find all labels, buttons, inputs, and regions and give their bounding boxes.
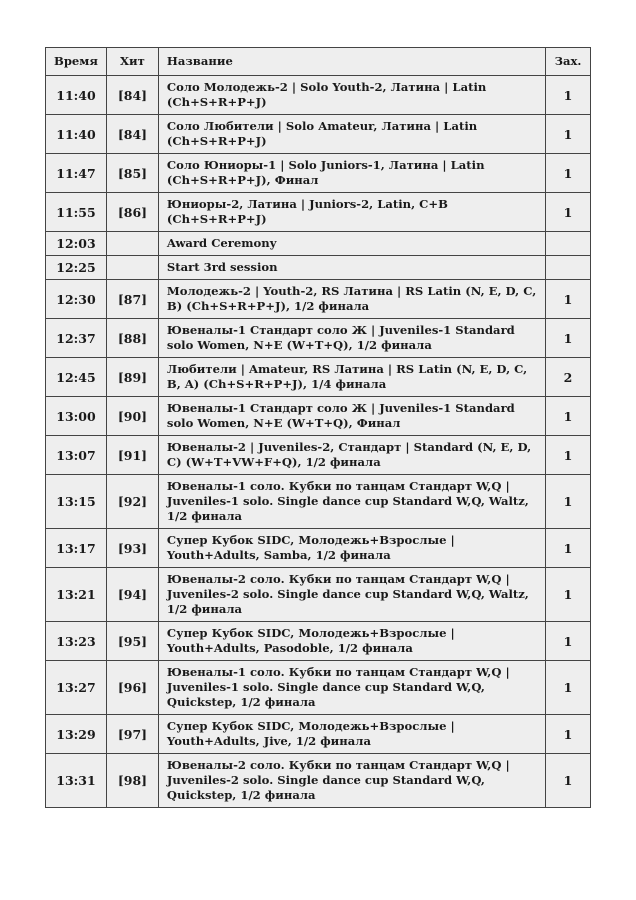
cell-floors (545, 232, 590, 256)
cell-time: 13:23 (46, 622, 107, 661)
cell-time: 12:03 (46, 232, 107, 256)
cell-heat: [87] (106, 280, 158, 319)
cell-floors: 1 (545, 661, 590, 715)
cell-floors: 1 (545, 622, 590, 661)
table-row (46, 397, 591, 436)
cell-time: 11:55 (46, 193, 107, 232)
table-row (46, 622, 591, 661)
cell-name: Соло Молодежь-2 | Solo Youth-2, Латина | Latin (Ch+S+R+P+J) (158, 76, 545, 115)
table-row (46, 568, 591, 622)
table-row (46, 661, 591, 715)
cell-floors: 1 (545, 436, 590, 475)
cell-heat: [95] (106, 622, 158, 661)
header-heat: Хит (106, 48, 158, 76)
cell-name: Ювеналы-1 соло. Кубки по танцам Стандарт W,Q | Juveniles-1 solo. Single dance cup Standard W,Q, Quickstep, 1/2 финала (158, 661, 545, 715)
cell-time: 12:45 (46, 358, 107, 397)
cell-heat: [97] (106, 715, 158, 754)
cell-floors: 1 (545, 319, 590, 358)
cell-heat: [90] (106, 397, 158, 436)
cell-heat: [88] (106, 319, 158, 358)
cell-time: 13:07 (46, 436, 107, 475)
cell-heat: [93] (106, 529, 158, 568)
cell-time: 11:40 (46, 76, 107, 115)
table-row (46, 154, 591, 193)
cell-heat: [96] (106, 661, 158, 715)
cell-name: Супер Кубок SIDC, Молодежь+Взрослые | Youth+Adults, Samba, 1/2 финала (158, 529, 545, 568)
schedule-body (46, 76, 591, 808)
cell-name: Соло Любители | Solo Amateur, Латина | Latin (Ch+S+R+P+J) (158, 115, 545, 154)
table-row (46, 232, 591, 256)
cell-heat: [86] (106, 193, 158, 232)
cell-name: Ювеналы-2 соло. Кубки по танцам Стандарт W,Q | Juveniles-2 solo. Single dance cup Standard W,Q, Waltz, 1/2 финала (158, 568, 545, 622)
cell-floors: 1 (545, 475, 590, 529)
cell-name: Юниоры-2, Латина | Juniors-2, Latin, C+B (Ch+S+R+P+J) (158, 193, 545, 232)
cell-floors: 1 (545, 715, 590, 754)
cell-time: 11:47 (46, 154, 107, 193)
cell-name: Супер Кубок SIDC, Молодежь+Взрослые | Youth+Adults, Jive, 1/2 финала (158, 715, 545, 754)
cell-floors: 2 (545, 358, 590, 397)
cell-time: 13:31 (46, 754, 107, 808)
header-time: Время (46, 48, 107, 76)
cell-heat: [92] (106, 475, 158, 529)
cell-name: Любители | Amateur, RS Латина | RS Latin (N, E, D, C, B, A) (Ch+S+R+P+J), 1/4 финала (158, 358, 545, 397)
cell-name: Молодежь-2 | Youth-2, RS Латина | RS Latin (N, E, D, C, B) (Ch+S+R+P+J), 1/2 финала (158, 280, 545, 319)
cell-floors: 1 (545, 154, 590, 193)
table-row (46, 280, 591, 319)
cell-time: 12:30 (46, 280, 107, 319)
cell-name: Award Ceremony (158, 232, 545, 256)
cell-time: 12:25 (46, 256, 107, 280)
cell-time: 13:15 (46, 475, 107, 529)
table-row (46, 256, 591, 280)
cell-heat: [91] (106, 436, 158, 475)
table-row (46, 76, 591, 115)
cell-name: Ювеналы-2 соло. Кубки по танцам Стандарт W,Q | Juveniles-2 solo. Single dance cup Standard W,Q, Quickstep, 1/2 финала (158, 754, 545, 808)
table-row (46, 475, 591, 529)
cell-floors: 1 (545, 754, 590, 808)
cell-name: Ювеналы-1 Стандарт соло Ж | Juveniles-1 Standard solo Women, N+E (W+T+Q), Финал (158, 397, 545, 436)
cell-time: 13:27 (46, 661, 107, 715)
header-name: Название (158, 48, 545, 76)
cell-floors: 1 (545, 397, 590, 436)
cell-floors: 1 (545, 115, 590, 154)
cell-heat: [89] (106, 358, 158, 397)
cell-floors: 1 (545, 280, 590, 319)
cell-time: 13:17 (46, 529, 107, 568)
table-row (46, 193, 591, 232)
cell-name: Ювеналы-2 | Juveniles-2, Стандарт | Standard (N, E, D, C) (W+T+VW+F+Q), 1/2 финала (158, 436, 545, 475)
schedule-table (45, 47, 591, 808)
cell-heat: [94] (106, 568, 158, 622)
cell-name: Соло Юниоры-1 | Solo Juniors-1, Латина | Latin (Ch+S+R+P+J), Финал (158, 154, 545, 193)
header-row (46, 48, 591, 76)
table-row (46, 715, 591, 754)
cell-time: 13:00 (46, 397, 107, 436)
table-row (46, 754, 591, 808)
cell-floors: 1 (545, 76, 590, 115)
cell-name: Start 3rd session (158, 256, 545, 280)
cell-time: 13:29 (46, 715, 107, 754)
cell-name: Супер Кубок SIDC, Молодежь+Взрослые | Youth+Adults, Pasodoble, 1/2 финала (158, 622, 545, 661)
cell-name: Ювеналы-1 Стандарт соло Ж | Juveniles-1 Standard solo Women, N+E (W+T+Q), 1/2 финала (158, 319, 545, 358)
cell-floors: 1 (545, 568, 590, 622)
cell-floors (545, 256, 590, 280)
cell-name: Ювеналы-1 соло. Кубки по танцам Стандарт W,Q | Juveniles-1 solo. Single dance cup Standard W,Q, Waltz, 1/2 финала (158, 475, 545, 529)
cell-time: 12:37 (46, 319, 107, 358)
cell-heat: [84] (106, 115, 158, 154)
cell-time: 11:40 (46, 115, 107, 154)
table-row (46, 436, 591, 475)
cell-time: 13:21 (46, 568, 107, 622)
cell-heat: [85] (106, 154, 158, 193)
cell-heat: [98] (106, 754, 158, 808)
cell-heat (106, 232, 158, 256)
cell-floors: 1 (545, 193, 590, 232)
table-row (46, 358, 591, 397)
table-row (46, 115, 591, 154)
cell-heat: [84] (106, 76, 158, 115)
table-row (46, 319, 591, 358)
table-row (46, 529, 591, 568)
cell-heat (106, 256, 158, 280)
cell-floors: 1 (545, 529, 590, 568)
header-floors: Зах. (545, 48, 590, 76)
